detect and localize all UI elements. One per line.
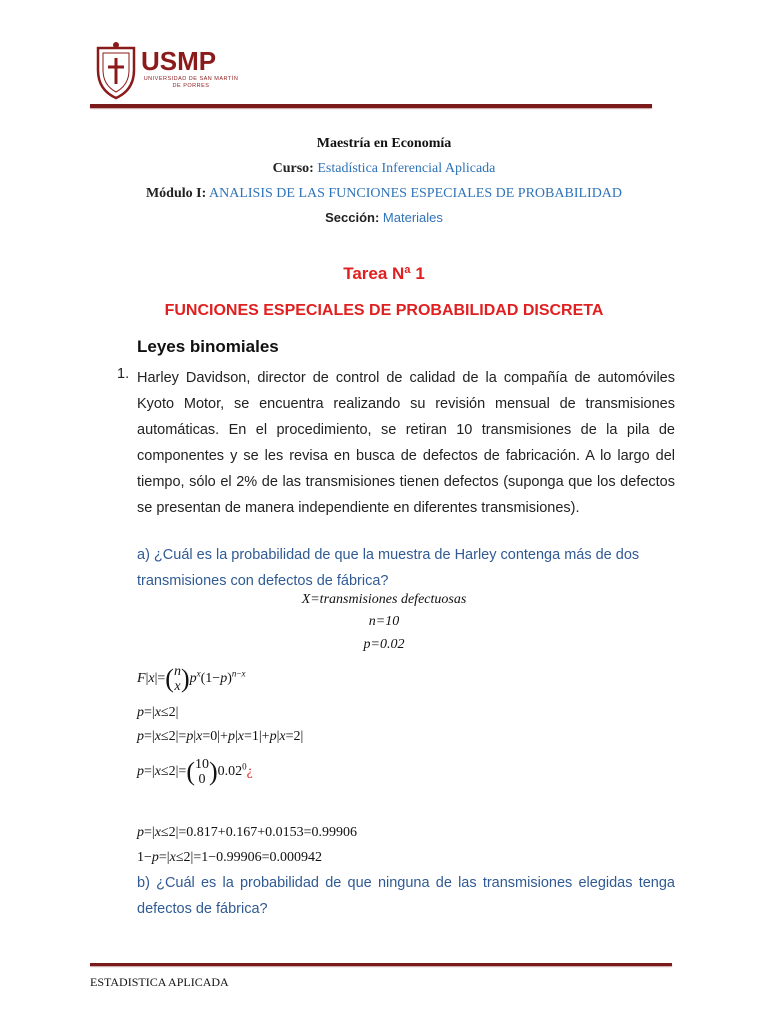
footer-text: ESTADISTICA APLICADA <box>90 975 229 989</box>
equation-complement: 1−p=|x≤2|=1−0.99906=0.000942 <box>137 850 323 865</box>
usmp-seal-icon <box>94 40 244 100</box>
course-label: Curso: <box>272 161 314 176</box>
equation-p-expansion: p=|x≤2|=p|x=0|+p|x=1|+p|x=2| <box>137 729 304 744</box>
problem-number: 1. <box>117 366 130 382</box>
equation-p-sum: p=|x≤2|=0.817+0.167+0.0153=0.99906 <box>137 825 357 840</box>
equation-x-definition: X=transmisiones defectuosas <box>301 592 467 607</box>
module-line <box>0 186 768 202</box>
logo-subtext: UNIVERSIDAD DE SAN MARTÍN DE PORRES <box>143 76 239 89</box>
course-value: Estadística Inferencial Aplicada <box>317 161 496 176</box>
program-title: Maestría en Economía <box>316 136 452 151</box>
question-b: b) ¿Cuál es la probabilidad de que ninguna de las transmisiones elegidas tenga defectos de fábrica? <box>137 875 675 917</box>
equation-p-definition: p=0.02 <box>363 637 405 652</box>
equation-p-first-term: p=|x≤2|=(10 0 )0.02$^0$¿ <box>137 757 253 787</box>
equation-n-definition: n=10 <box>368 614 400 629</box>
equation-binomial-pmf: F|x|=(n $x)p^x(1-p)^{n-x}$ <box>137 664 246 694</box>
usmp-logo <box>94 40 244 100</box>
svg-text:USMP: USMP <box>141 46 217 76</box>
equation-p-x-le-2: p=|x≤2| <box>137 705 179 720</box>
section-value: Materiales <box>382 210 443 225</box>
question-a: a) ¿Cuál es la probabilidad de que la muestra de Harley contenga más de dos transmisiones con defectos de fábrica? <box>137 547 640 589</box>
header-rule <box>90 104 652 108</box>
assignment-title: Tarea Nª 1 <box>343 264 425 283</box>
course-line <box>0 161 768 177</box>
module-label: Módulo I: <box>145 186 207 201</box>
footer-rule <box>90 963 672 966</box>
section-label: Sección: <box>325 210 380 225</box>
topic-title: FUNCIONES ESPECIALES DE PROBABILIDAD DISCRETA <box>164 302 604 319</box>
module-value: ANALISIS DE LAS FUNCIONES ESPECIALES DE PROBABILIDAD <box>209 186 623 201</box>
problem-statement: Harley Davidson, director de control de calidad de la compañía de automóviles Kyoto Motor, se encuentra realizando su revisión mensual de transmisiones automáticas. En el procedimiento, se retiran 10 transmisiones de la pila de componentes y se les revisa en busca de defectos de fabricación. A lo largo del tiempo, sólo el 2% de las transmisiones tienen defectos (suponga que los defectos se presentan de manera independiente en diferentes transmisiones). <box>137 370 675 516</box>
section-line <box>0 210 768 225</box>
section-heading: Leyes binomiales <box>137 337 279 356</box>
